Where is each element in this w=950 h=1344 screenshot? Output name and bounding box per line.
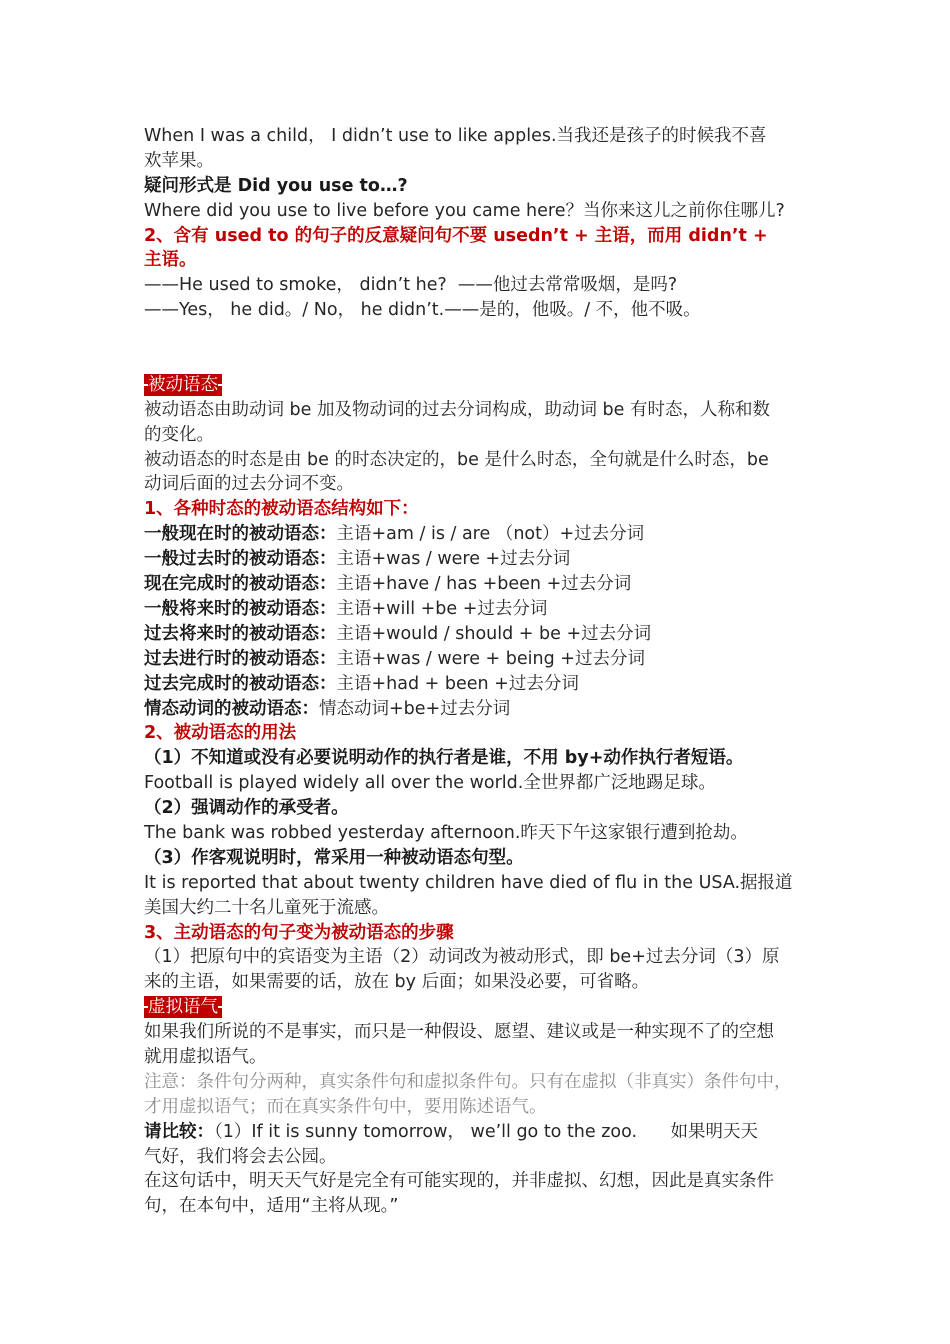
structure-label: 一般将来时的被动语态： <box>144 598 337 619</box>
usage-2-example: The bank was robbed yesterday afternoon.昨天下午这家银行遭到抢劫。 <box>144 822 748 843</box>
structure-label: 一般现在时的被动语态： <box>144 524 337 545</box>
passive-tense-line-2: 动词后面的过去分词不变。 <box>144 474 354 495</box>
passive-voice-heading-label: 被动语态 <box>144 374 222 396</box>
structure-formula: 主语+would / should + be +过去分词 <box>336 623 652 644</box>
structure-label: 情态动词的被动语态： <box>144 698 319 719</box>
intro-line-1: When I was a child， I didn’t use to like apples.当我还是孩子的时候我不喜 <box>144 126 767 146</box>
structure-formula: 主语+am / is / are （not）+过去分词 <box>336 524 645 545</box>
passive-definition-line-1: 被动语态由助动词 be 加及物动词的过去分词构成，助动词 be 有时态，人称和数 <box>144 399 770 420</box>
structure-label: 过去完成时的被动语态： <box>144 673 337 694</box>
structure-formula: 主语+was / were + being +过去分词 <box>336 648 645 669</box>
conversion-steps-line-1: （1）把原句中的宾语变为主语（2）动词改为被动形式，即 be+过去分词（3）原 <box>144 947 780 968</box>
usage-3-example-line-2: 美国大约二十名儿童死于流感。 <box>144 897 389 918</box>
usage-3-heading: （3）作客观说明时，常采用一种被动语态句型。 <box>144 847 524 868</box>
passive-section-3-heading: 3、主动语态的句子变为被动语态的步骤 <box>144 922 454 943</box>
structure-formula: 情态动词+be+过去分词 <box>319 698 511 719</box>
structure-row <box>144 697 816 722</box>
passive-voice-heading <box>144 373 816 398</box>
structure-row <box>144 572 816 597</box>
subjunctive-definition-line-1: 如果我们所说的不是事实，而只是一种假设、愿望、建议或是一种实现不了的空想 <box>144 1022 774 1043</box>
structure-row <box>144 522 816 547</box>
intro-line-2: 欢苹果。 <box>144 150 214 171</box>
usage-1-example: Football is played widely all over the world.全世界都广泛地踢足球。 <box>144 773 716 794</box>
explanation-line-1: 在这句话中，明天天气好是完全有可能实现的，并非虚拟、幻想，因此是真实条件 <box>144 1171 774 1192</box>
section-spacer <box>144 323 816 373</box>
structure-label: 过去将来时的被动语态： <box>144 623 337 644</box>
dialog-line-2: ——Yes， he did。/ No， he didn’t.——是的，他吸。/ 不，他不吸。 <box>144 300 701 321</box>
explanation-line-2: 句，在本句中，适用“主将从现。” <box>144 1196 399 1217</box>
compare-text: （1）If it is sunny tomorrow， we’ll go to the zoo. 如果明天天 <box>214 1121 758 1142</box>
subjunctive-heading <box>144 995 816 1020</box>
question-example: Where did you use to live before you came here？当你来这儿之前你住哪儿? <box>144 200 785 221</box>
conversion-steps-line-2: 来的主语，如果需要的话，放在 by 后面；如果没必要，可省略。 <box>144 972 650 993</box>
subjunctive-heading-label: 虚拟语气 <box>144 996 222 1018</box>
subjunctive-note-line-1: 注意：条件句分两种，真实条件句和虚拟条件句。只有在虚拟（非真实）条件句中， <box>144 1071 792 1092</box>
dialog-line-1: ——He used to smoke， didn’t he? ——他过去常常吸烟，是吗? <box>144 275 678 296</box>
usage-1-heading: （1）不知道或没有必要说明动作的执行者是谁，不用 by+动作执行者短语。 <box>144 748 744 769</box>
document-page <box>144 124 816 1219</box>
passive-tense-line-1: 被动语态的时态是由 be 的时态决定的，be 是什么时态，全句就是什么时态，be <box>144 449 769 470</box>
structure-row <box>144 597 816 622</box>
structure-row <box>144 672 816 697</box>
compare-row <box>144 1120 816 1145</box>
point-2-heading-line-1: 2、含有 used to 的句子的反意疑问句不要 usedn’t + 主语，而用 didn’t + <box>144 225 768 246</box>
structure-row <box>144 622 816 647</box>
structure-formula: 主语+was / were +过去分词 <box>336 549 571 570</box>
structure-label: 现在完成时的被动语态： <box>144 574 337 595</box>
passive-section-1-heading: 1、各种时态的被动语态结构如下： <box>144 499 419 520</box>
question-form-heading: 疑问形式是 Did you use to…? <box>144 175 408 196</box>
structure-row <box>144 547 816 572</box>
structure-label: 过去进行时的被动语态： <box>144 648 337 669</box>
point-2-heading-line-2: 主语。 <box>144 250 197 271</box>
passive-definition-line-2: 的变化。 <box>144 424 214 445</box>
compare-label: 请比较： <box>144 1121 214 1142</box>
subjunctive-note-line-2: 才用虚拟语气；而在真实条件句中，要用陈述语气。 <box>144 1096 547 1117</box>
structure-label: 一般过去时的被动语态： <box>144 549 337 570</box>
structure-row <box>144 647 816 672</box>
usage-3-example-line-1: It is reported that about twenty children have died of flu in the USA.据报道 <box>144 872 793 893</box>
passive-section-2-heading: 2、被动语态的用法 <box>144 723 297 744</box>
structure-formula: 主语+will +be +过去分词 <box>336 598 548 619</box>
usage-2-heading: （2）强调动作的承受者。 <box>144 798 349 819</box>
structure-formula: 主语+had + been +过去分词 <box>336 673 579 694</box>
subjunctive-definition-line-2: 就用虚拟语气。 <box>144 1046 267 1067</box>
structure-formula: 主语+have / has +been +过去分词 <box>336 574 632 595</box>
compare-line-2: 气好，我们将会去公园。 <box>144 1146 337 1167</box>
